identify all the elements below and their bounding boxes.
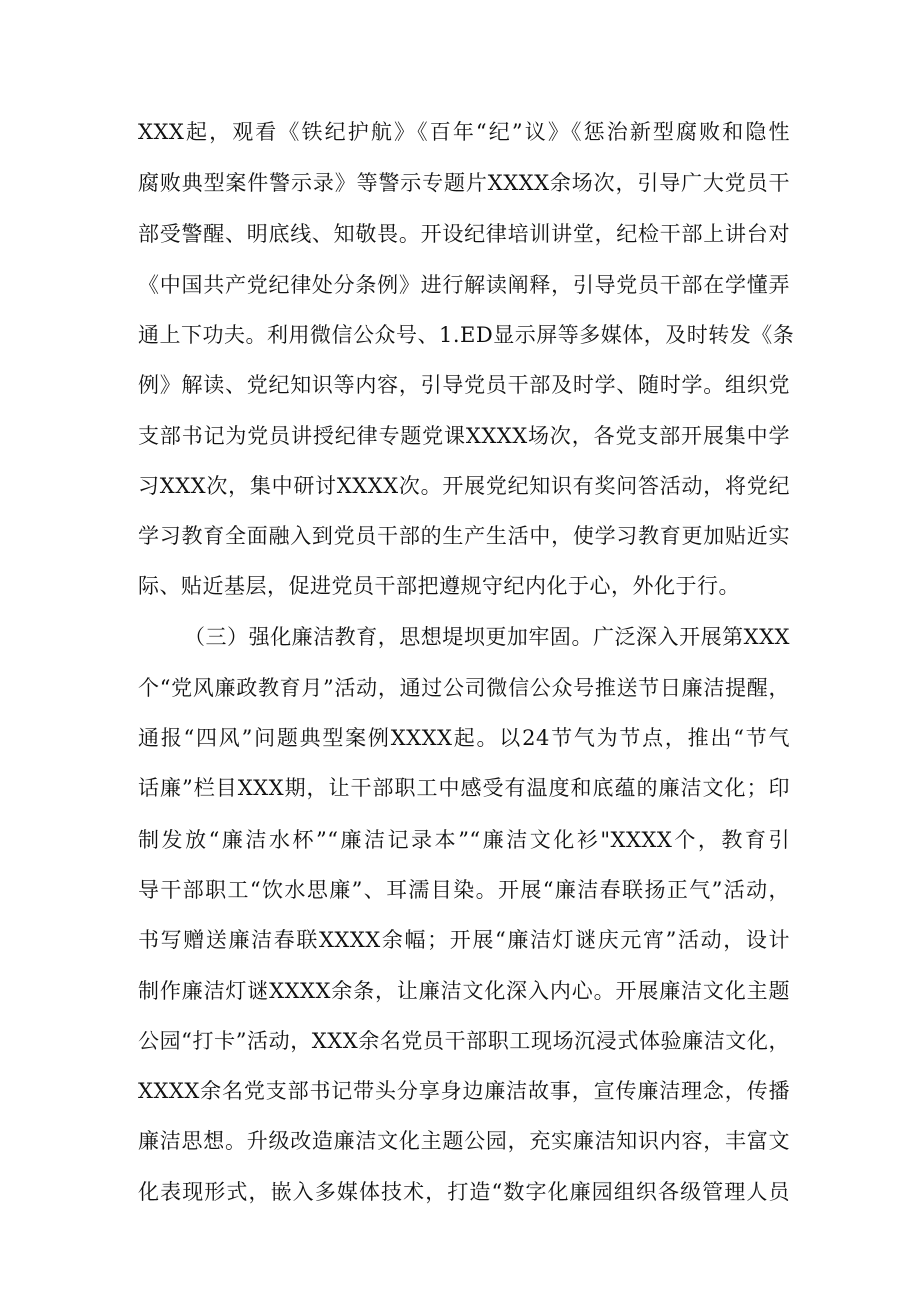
paragraph-2-line-5: 制发放“廉洁水杯”“廉洁记录本”“廉洁文化衫"XXXX个，教育引 — [138, 828, 790, 852]
paragraph-2-line-11: 廉洁思想。升级改造廉洁文化主题公园，充实廉洁知识内容，丰富文 — [138, 1129, 790, 1153]
paragraph-1-line-4: 《中国共产党纪律处分条例》进行解读阐释，引导党员干部在学懂弄 — [138, 273, 790, 297]
paragraph-1-line-6: 例》解读、党纪知识等内容，引导党员干部及时学、随时学。组织党 — [138, 373, 790, 397]
paragraph-1-line-8: 习XXX次，集中研讨XXXX次。开展党纪知识有奖问答活动，将党纪 — [138, 474, 790, 498]
paragraph-2-line-3: 通报“四风”问题典型案例XXXX起。以24节气为节点，推出“节气 — [138, 726, 790, 750]
paragraph-1-line-5: 通上下功夫。利用微信公众号、1.ED显示屏等多媒体，及时转发《条 — [138, 323, 795, 347]
paragraph-1-line-7: 支部书记为党员讲授纪律专题党课XXXX场次，各党支部开展集中学 — [138, 424, 790, 448]
paragraph-2-line-9: 公园“打卡”活动，XXX余名党员干部职工现场沉浸式体验廉洁文化， — [138, 1029, 790, 1053]
paragraph-2-line-1: （三）强化廉洁教育，思想堤坝更加牢固。广泛深入开展第XXX — [184, 625, 790, 649]
paragraph-2-line-2: 个“党风廉政教育月”活动，通过公司微信公众号推送节日廉洁提醒， — [138, 676, 790, 700]
paragraph-1-line-9: 学习教育全面融入到党员干部的生产生活中，使学习教育更加贴近实 — [138, 524, 790, 548]
paragraph-2-line-12: 化表现形式，嵌入多媒体技术，打造“数字化廉园组织各级管理人员 — [138, 1180, 790, 1204]
paragraph-1-line-1: XXX起，观看《铁纪护航》《百年“纪”议》《惩治新型腐败和隐性 — [138, 120, 790, 144]
paragraph-1-line-10: 际、贴近基层，促进党员干部把遵规守纪内化于心，外化于行。 — [138, 574, 740, 598]
paragraph-2-line-6: 导干部职工“饮水思廉”、耳濡目染。开展“廉洁春联扬正气”活动， — [138, 878, 790, 902]
paragraph-2-line-10: XXXX余名党支部书记带头分享身边廉洁故事，宣传廉洁理念，传播 — [138, 1079, 790, 1103]
paragraph-2-line-8: 制作廉洁灯谜XXXX余条，让廉洁文化深入内心。开展廉洁文化主题 — [138, 979, 790, 1003]
paragraph-1-line-3: 部受警醒、明底线、知敬畏。开设纪律培训讲堂，纪检干部上讲台对 — [138, 222, 790, 246]
paragraph-2-line-4: 话廉”栏目XXX期，让干部职工中感受有温度和底蕴的廉洁文化；印 — [138, 776, 790, 800]
paragraph-2-line-7: 书写赠送廉洁春联XXXX余幅；开展“廉洁灯谜庆元宵”活动，设计 — [138, 928, 790, 952]
paragraph-1-line-2: 腐败典型案件警示录》等警示专题片XXXX余场次，引导广大党员干 — [138, 171, 790, 195]
